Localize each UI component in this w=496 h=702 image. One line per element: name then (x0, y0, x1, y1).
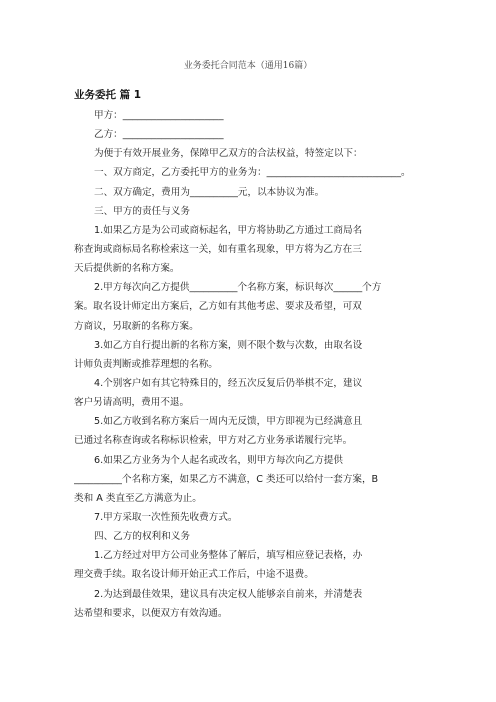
body-line: 已通过名称查询或名称标识检索，甲方对乙方业务承诺履行完毕。 (74, 435, 353, 447)
body-line: 1.如果乙方是为公司或商标起名，甲方将协助乙方通过工商局名 (94, 224, 363, 236)
body-line: 甲方：_____________________ (94, 110, 224, 121)
body-line: 方商议，另取新的名称方案。 (74, 320, 199, 332)
body-line: 三、甲方的责任与义务 (94, 205, 190, 217)
body-line: 二、双方确定，费用为__________元，以本协议为准。 (94, 186, 325, 198)
body-line: 案。取名设计师定出方案后，乙方如有其他考虑、要求及希望，可双 (74, 301, 362, 313)
body-line: 2.为达到最佳效果，建议具有决定权人能够亲自前来，并清楚表 (94, 588, 363, 600)
body-line: 7.甲方采取一次性预先收费方式。 (94, 511, 238, 523)
body-line: 计师负责判断或推荐理想的名称。 (74, 358, 218, 370)
body-line: 客户另请高明，费用不退。 (74, 397, 190, 409)
body-line: 1.乙方经过对甲方公司业务整体了解后，填写相应登记表格，办 (94, 550, 363, 562)
body-line: 2.甲方每次向乙方提供__________个名称方案，标识每次______个方 (94, 282, 382, 294)
body-line: 为便于有效开展业务，保障甲乙双方的合法权益，特签定以下： (94, 148, 363, 160)
body-line: 称查询或商标局名称检索这一关，如有重名现象，甲方将为乙方在三 (74, 243, 362, 255)
body-line: 3.如乙方自行提出新的名称方案，则不限个数与次数，由取名设 (94, 339, 363, 351)
document-title: 业务委托合同范本（通用16篇） (183, 61, 313, 71)
contract-body (74, 106, 428, 623)
section-heading: 业务委托 篇 1 (74, 89, 142, 101)
body-line: 乙方：_____________________ (94, 129, 224, 141)
body-line: 5.如乙方收到名称方案后一周内无反馈，甲方即视为已经满意且 (94, 416, 363, 428)
body-line: 四、乙方的权利和义务 (94, 531, 190, 543)
body-line: 理交费手续。取名设计师开始正式工作后，中途不退费。 (74, 569, 314, 581)
body-line: 类和 A 类直至乙方满意为止。 (74, 492, 202, 504)
body-line: 天后提供新的名称方案。 (74, 263, 180, 275)
body-line: 达希望和要求，以便双方有效沟通。 (74, 607, 228, 619)
body-line: 4.个别客户如有其它特殊目的，经五次反复后仍举棋不定，建议 (94, 377, 363, 389)
body-line: 6.如果乙方业务为个人起名或改名，则甲方每次向乙方提供 (94, 454, 343, 466)
body-line: __________个名称方案，如果乙方不满意，C 类还可以给付一套方案，B (74, 473, 379, 485)
body-line: 一、双方商定，乙方委托甲方的业务为：____________________________。 (94, 167, 411, 179)
